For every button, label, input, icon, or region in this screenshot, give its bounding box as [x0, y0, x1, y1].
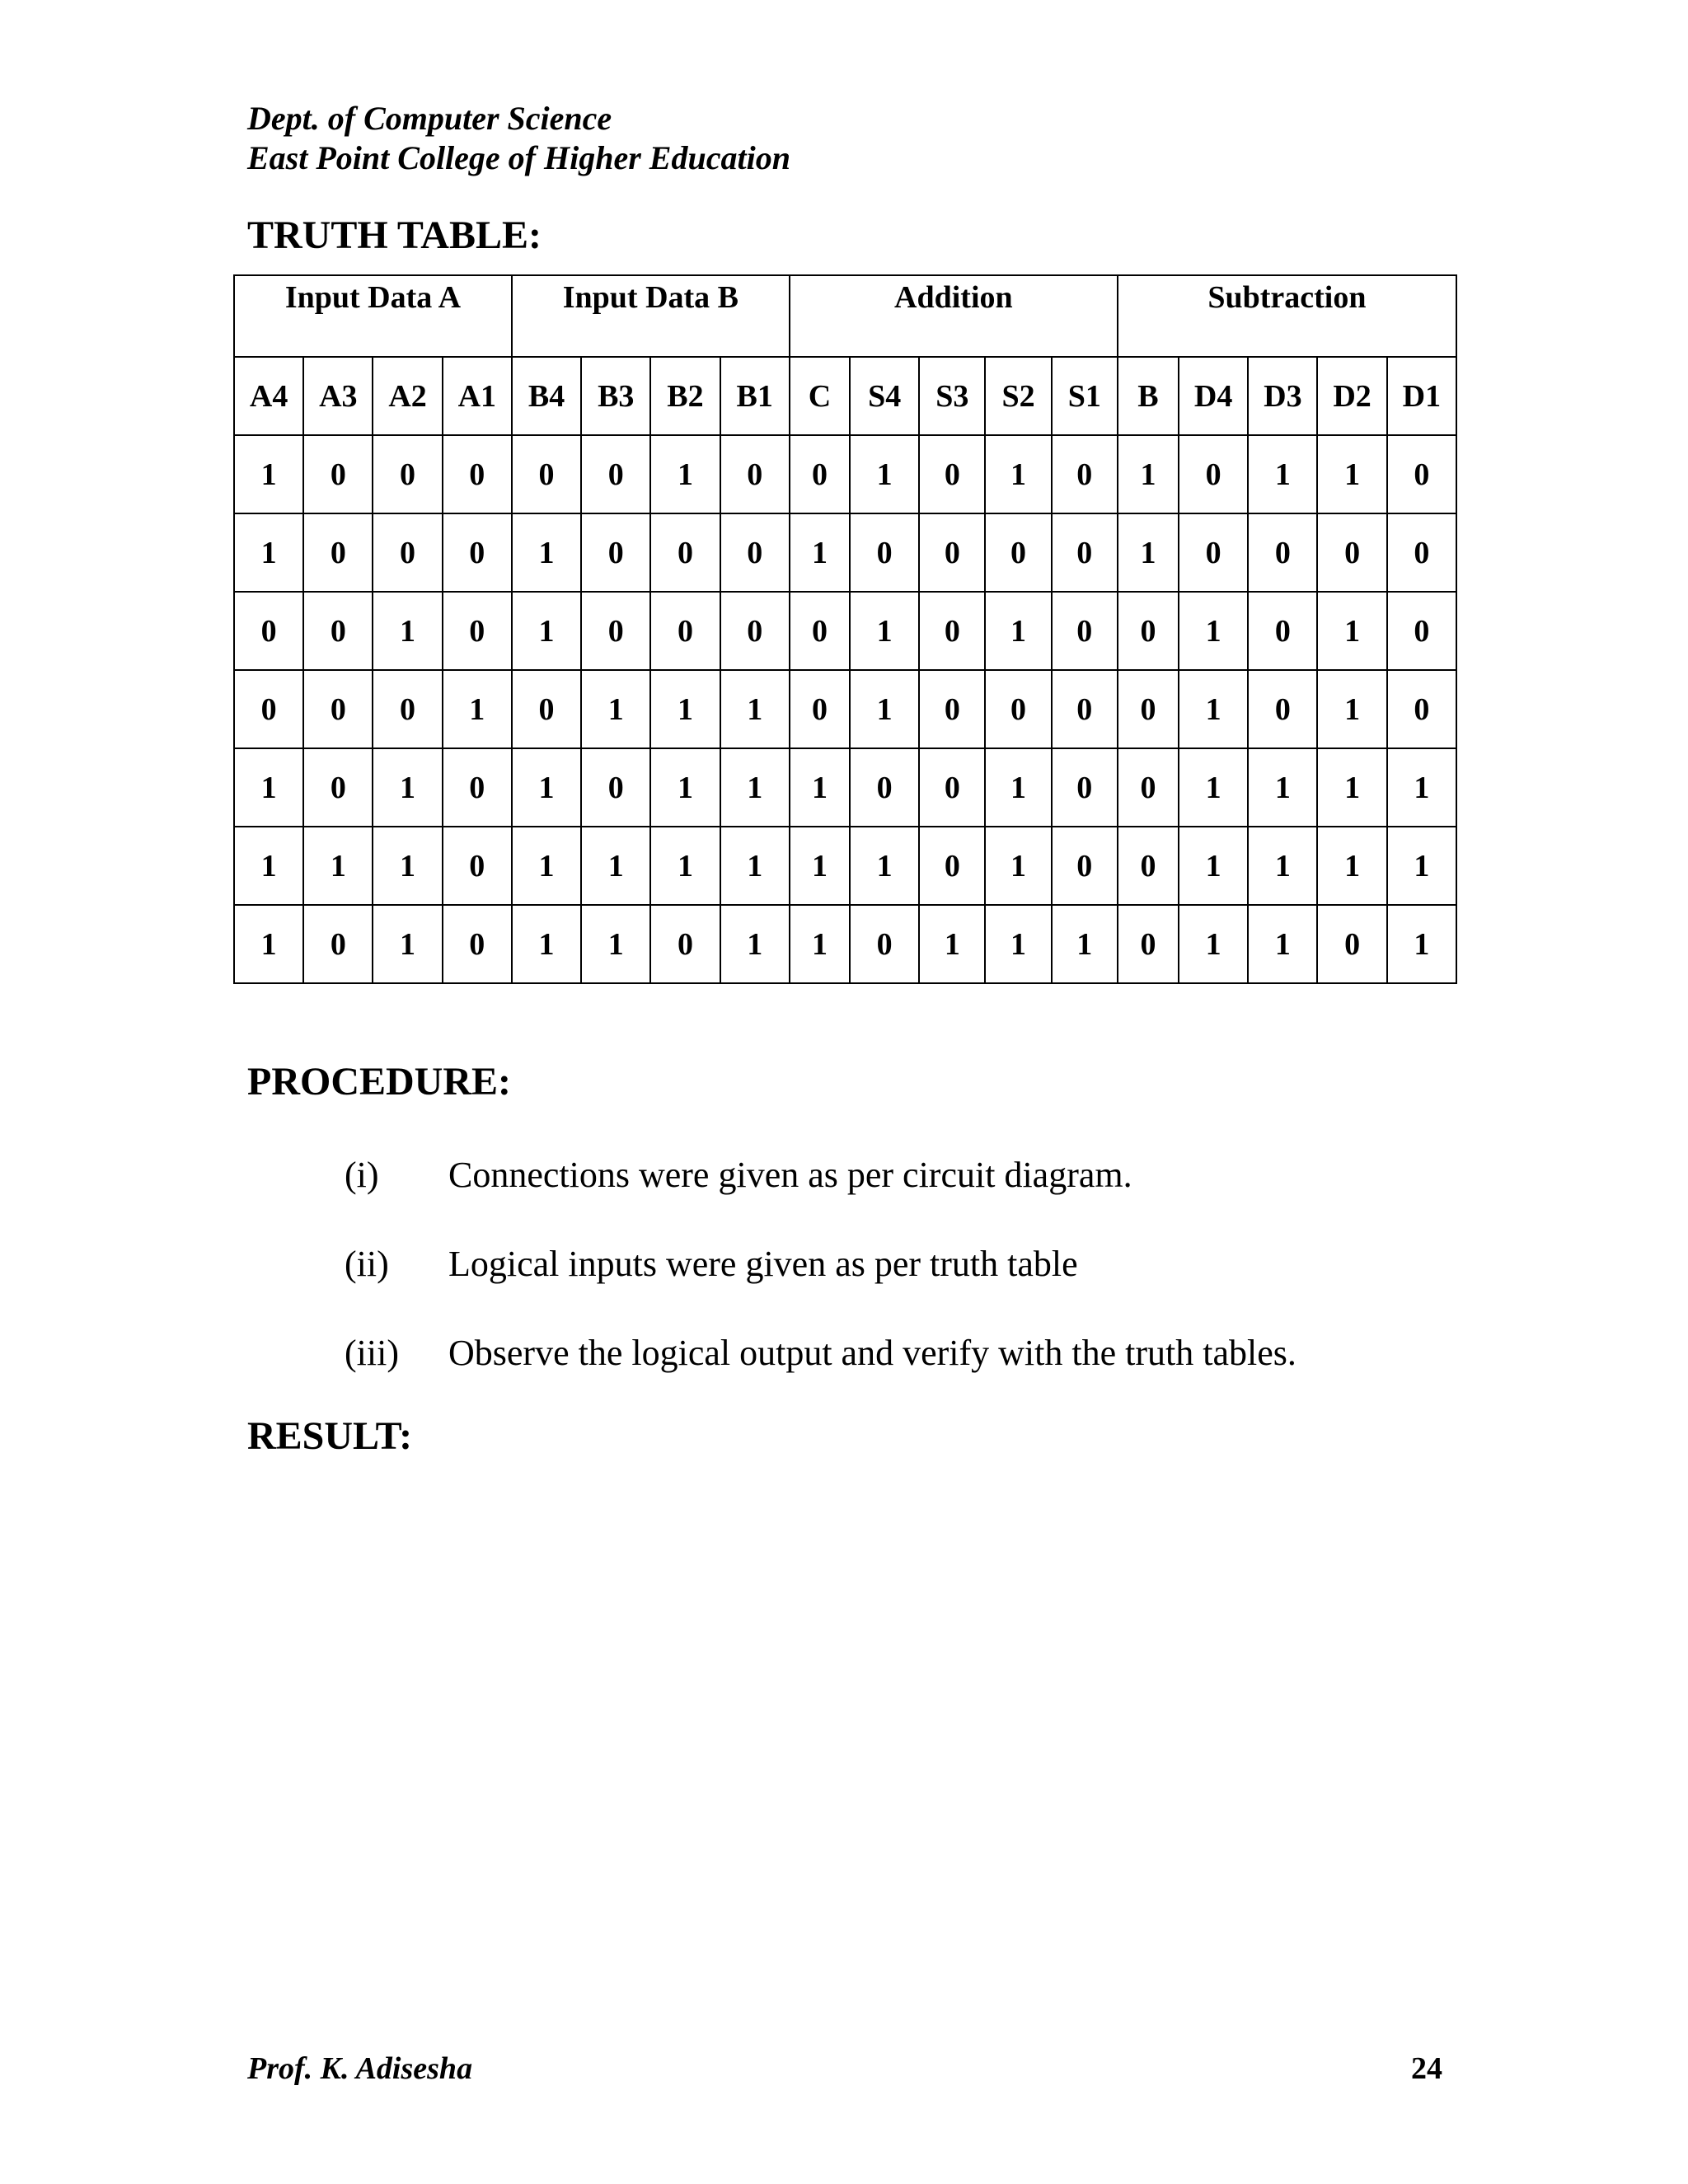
- column-header-cell: S2: [985, 357, 1051, 435]
- procedure-title: PROCEDURE:: [247, 1060, 511, 1104]
- table-cell: 1: [512, 592, 581, 670]
- table-cell: 1: [985, 827, 1051, 905]
- step-number: (ii): [345, 1244, 389, 1284]
- table-cell: 1: [650, 670, 720, 748]
- column-header-cell: D3: [1248, 357, 1317, 435]
- table-cell: 1: [850, 592, 919, 670]
- table-cell: 0: [443, 513, 512, 592]
- table-cell: 1: [373, 748, 442, 827]
- table-cell: 1: [443, 670, 512, 748]
- table-cell: 0: [850, 748, 919, 827]
- table-cell: 0: [581, 592, 650, 670]
- column-header-row: [234, 357, 1456, 435]
- table-cell: 0: [443, 827, 512, 905]
- table-cell: 0: [1179, 513, 1248, 592]
- column-header-cell: B: [1118, 357, 1179, 435]
- department-line: Dept. of Computer Science: [247, 100, 612, 137]
- table-cell: 0: [1118, 827, 1179, 905]
- table-cell: 1: [1179, 905, 1248, 983]
- table-cell: 1: [512, 513, 581, 592]
- table-cell: 1: [1179, 592, 1248, 670]
- group-header-cell: Input Data B: [512, 275, 790, 357]
- table-cell: 1: [234, 513, 303, 592]
- table-cell: 0: [1052, 748, 1118, 827]
- table-cell: 0: [1052, 592, 1118, 670]
- table-cell: 0: [850, 905, 919, 983]
- table-cell: 1: [720, 670, 790, 748]
- table-cell: 1: [1248, 827, 1317, 905]
- table-cell: 1: [985, 435, 1051, 513]
- table-cell: 1: [650, 748, 720, 827]
- table-row: [234, 670, 1456, 748]
- table-cell: 0: [985, 513, 1051, 592]
- table-cell: 0: [443, 748, 512, 827]
- table-cell: 1: [1179, 748, 1248, 827]
- table-cell: 1: [850, 827, 919, 905]
- table-cell: 0: [581, 748, 650, 827]
- table-row: [234, 748, 1456, 827]
- table-row: [234, 513, 1456, 592]
- table-cell: 1: [1179, 827, 1248, 905]
- table-cell: 0: [512, 435, 581, 513]
- column-header-cell: B2: [650, 357, 720, 435]
- table-cell: 1: [373, 827, 442, 905]
- table-cell: 1: [1118, 513, 1179, 592]
- table-cell: 0: [1118, 748, 1179, 827]
- table-cell: 0: [512, 670, 581, 748]
- table-cell: 0: [1052, 670, 1118, 748]
- table-cell: 0: [303, 513, 373, 592]
- column-header-cell: S3: [919, 357, 985, 435]
- table-cell: 1: [234, 905, 303, 983]
- table-cell: 0: [919, 748, 985, 827]
- table-cell: 0: [790, 670, 850, 748]
- table-cell: 0: [1387, 435, 1456, 513]
- table-cell: 1: [985, 748, 1051, 827]
- table-cell: 0: [303, 670, 373, 748]
- table-cell: 1: [790, 827, 850, 905]
- table-cell: 0: [1387, 513, 1456, 592]
- table-cell: 0: [1387, 670, 1456, 748]
- table-cell: 0: [1248, 513, 1317, 592]
- table-cell: 0: [1052, 435, 1118, 513]
- table-cell: 0: [1317, 905, 1386, 983]
- table-cell: 1: [1317, 435, 1386, 513]
- group-header-cell: Input Data A: [234, 275, 512, 357]
- column-header-cell: A4: [234, 357, 303, 435]
- table-cell: 1: [850, 435, 919, 513]
- table-cell: 1: [512, 905, 581, 983]
- table-cell: 1: [985, 905, 1051, 983]
- table-cell: 1: [234, 748, 303, 827]
- column-header-cell: D1: [1387, 357, 1456, 435]
- table-cell: 0: [790, 592, 850, 670]
- table-cell: 1: [373, 905, 442, 983]
- table-cell: 1: [985, 592, 1051, 670]
- table-cell: 0: [985, 670, 1051, 748]
- step-text: Observe the logical output and verify with the truth tables.: [448, 1333, 1296, 1373]
- table-cell: 0: [443, 905, 512, 983]
- table-cell: 0: [303, 748, 373, 827]
- table-cell: 0: [1179, 435, 1248, 513]
- table-cell: 0: [1248, 670, 1317, 748]
- table-cell: 0: [443, 592, 512, 670]
- table-cell: 1: [1317, 592, 1386, 670]
- table-cell: 0: [1052, 827, 1118, 905]
- column-header-cell: S1: [1052, 357, 1118, 435]
- table-cell: 1: [850, 670, 919, 748]
- table-cell: 1: [303, 827, 373, 905]
- table-cell: 0: [650, 513, 720, 592]
- truth-table: [233, 274, 1457, 984]
- table-cell: 0: [1118, 592, 1179, 670]
- table-cell: 1: [373, 592, 442, 670]
- table-cell: 1: [1248, 435, 1317, 513]
- column-header-cell: D4: [1179, 357, 1248, 435]
- column-header-cell: C: [790, 357, 850, 435]
- table-cell: 1: [790, 513, 850, 592]
- column-header-cell: A3: [303, 357, 373, 435]
- table-cell: 1: [512, 748, 581, 827]
- table-cell: 0: [303, 592, 373, 670]
- step-number: (iii): [345, 1333, 399, 1373]
- footer-author: Prof. K. Adisesha: [247, 2051, 473, 2086]
- column-header-cell: S4: [850, 357, 919, 435]
- table-cell: 1: [790, 905, 850, 983]
- table-cell: 1: [1387, 827, 1456, 905]
- table-cell: 0: [1118, 905, 1179, 983]
- table-cell: 0: [303, 435, 373, 513]
- table-cell: 1: [512, 827, 581, 905]
- table-cell: 0: [790, 435, 850, 513]
- table-cell: 0: [650, 905, 720, 983]
- table-cell: 1: [234, 435, 303, 513]
- page-number: 24: [1411, 2051, 1442, 2086]
- table-row: [234, 827, 1456, 905]
- table-cell: 1: [790, 748, 850, 827]
- step-text: Connections were given as per circuit diagram.: [448, 1155, 1132, 1195]
- table-cell: 0: [720, 513, 790, 592]
- table-cell: 1: [1052, 905, 1118, 983]
- table-cell: 0: [1317, 513, 1386, 592]
- table-cell: 0: [303, 905, 373, 983]
- table-cell: 1: [1248, 905, 1317, 983]
- table-cell: 0: [234, 592, 303, 670]
- table-cell: 0: [373, 513, 442, 592]
- table-cell: 1: [581, 670, 650, 748]
- table-cell: 1: [1317, 748, 1386, 827]
- step-number: (i): [345, 1155, 379, 1195]
- table-cell: 1: [1118, 435, 1179, 513]
- group-header-row: [234, 275, 1456, 357]
- table-cell: 1: [581, 827, 650, 905]
- table-row: [234, 592, 1456, 670]
- table-cell: 0: [234, 670, 303, 748]
- table-cell: 1: [720, 827, 790, 905]
- table-cell: 0: [581, 513, 650, 592]
- table-cell: 0: [1052, 513, 1118, 592]
- table-cell: 1: [1179, 670, 1248, 748]
- table-cell: 1: [650, 827, 720, 905]
- table-cell: 1: [1317, 827, 1386, 905]
- page-header: [247, 99, 790, 178]
- column-header-cell: B3: [581, 357, 650, 435]
- table-cell: 0: [720, 592, 790, 670]
- table-cell: 0: [919, 592, 985, 670]
- table-cell: 0: [373, 435, 442, 513]
- table-cell: 0: [1248, 592, 1317, 670]
- truth-table-title: TRUTH TABLE:: [247, 213, 542, 257]
- step-text: Logical inputs were given as per truth table: [448, 1244, 1078, 1284]
- result-title: RESULT:: [247, 1414, 413, 1458]
- table-cell: 0: [443, 435, 512, 513]
- table-cell: 1: [581, 905, 650, 983]
- table-cell: 0: [581, 435, 650, 513]
- column-header-cell: A2: [373, 357, 442, 435]
- table-cell: 0: [373, 670, 442, 748]
- table-cell: 1: [650, 435, 720, 513]
- column-header-cell: B4: [512, 357, 581, 435]
- table-cell: 1: [1387, 748, 1456, 827]
- table-cell: 0: [850, 513, 919, 592]
- group-header-cell: Addition: [790, 275, 1118, 357]
- table-cell: 1: [1387, 905, 1456, 983]
- table-row: [234, 435, 1456, 513]
- college-line: East Point College of Higher Education: [247, 139, 790, 176]
- group-header-cell: Subtraction: [1118, 275, 1456, 357]
- table-cell: 1: [234, 827, 303, 905]
- table-cell: 0: [919, 513, 985, 592]
- table-cell: 1: [720, 905, 790, 983]
- table-cell: 0: [919, 670, 985, 748]
- table-cell: 0: [919, 435, 985, 513]
- table-cell: 0: [1387, 592, 1456, 670]
- table-cell: 0: [650, 592, 720, 670]
- table-cell: 0: [1118, 670, 1179, 748]
- column-header-cell: B1: [720, 357, 790, 435]
- table-row: [234, 905, 1456, 983]
- table-cell: 1: [919, 905, 985, 983]
- table-cell: 1: [1317, 670, 1386, 748]
- column-header-cell: A1: [443, 357, 512, 435]
- table-cell: 0: [720, 435, 790, 513]
- table-cell: 0: [919, 827, 985, 905]
- table-cell: 1: [720, 748, 790, 827]
- column-header-cell: D2: [1317, 357, 1386, 435]
- table-cell: 1: [1248, 748, 1317, 827]
